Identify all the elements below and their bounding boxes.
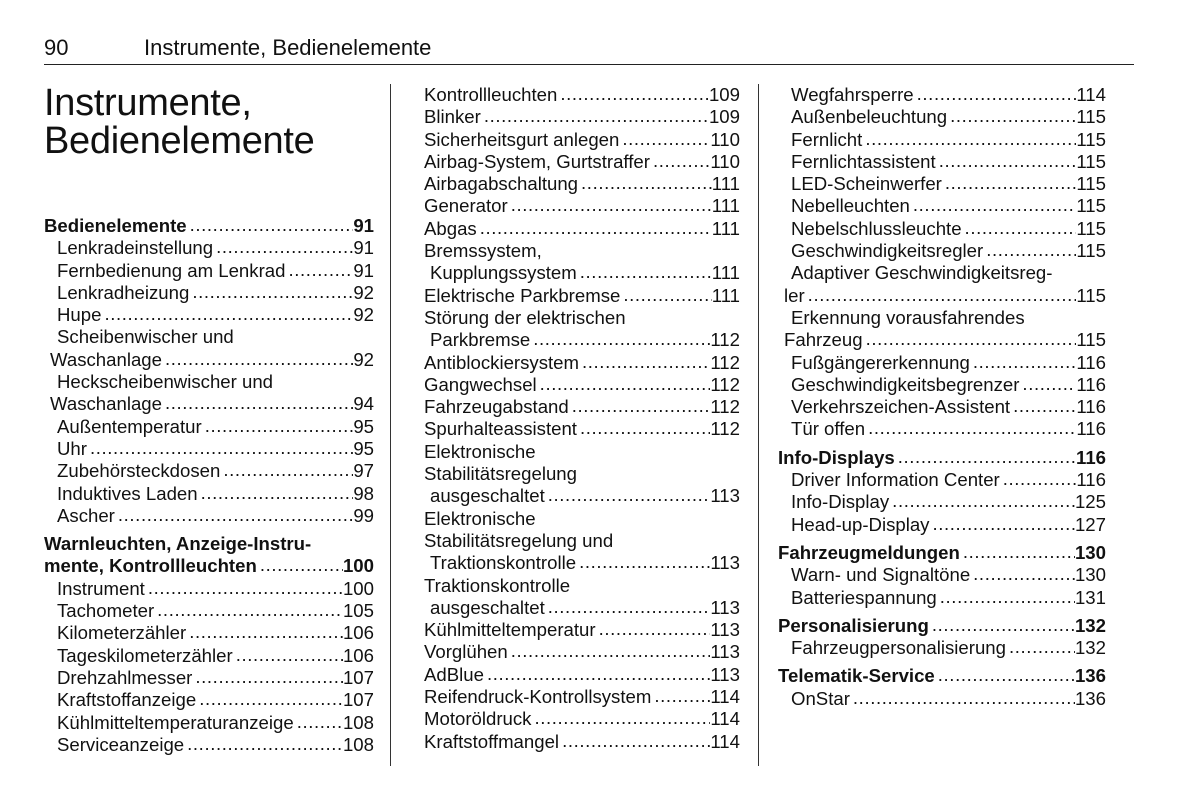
toc-page-number: 136 [1074,687,1106,709]
toc-entry[interactable] [424,664,740,686]
dot-leader [198,482,354,504]
toc-entry[interactable] [778,514,1106,536]
toc-entry-label: Head-up-Display [791,513,930,535]
toc-page-number: 113 [710,619,740,641]
toc-entry[interactable] [778,564,1106,586]
toc-entry-label: Nebelschlussleuchte [791,217,962,239]
toc-section-entry[interactable] [44,555,374,577]
toc-page-number: 91 [353,237,374,259]
toc-entry-label: Fernlicht [791,128,863,150]
toc-entry-label: Elektronische [424,440,536,462]
toc-entry-label: Elektronische [424,507,536,529]
toc-entry[interactable] [44,237,374,259]
toc-entry[interactable] [424,597,740,619]
toc-page-number: 115 [1076,217,1106,239]
toc-entry-label: Kühlmitteltemperatur [424,619,596,641]
toc-entry-label: Traktionskontrolle [424,574,571,596]
toc-section-entry[interactable] [778,665,1106,687]
toc-entry[interactable] [778,173,1106,195]
toc-entry[interactable] [778,469,1106,491]
dot-leader [579,351,710,373]
toc-entry[interactable] [424,173,740,195]
toc-page-number: 92 [353,281,374,303]
toc-entry-label: Zubehörsteckdosen [57,460,221,482]
dot-leader [213,236,353,258]
dot-leader [862,128,1076,150]
dot-leader [294,711,343,733]
toc-page-number: 107 [342,689,374,711]
dot-leader [162,348,353,370]
toc-page-number: 110 [710,128,740,150]
toc-entry-label: Tür offen [791,418,866,440]
dot-leader [530,328,710,350]
dot-leader [577,261,712,283]
toc-entry[interactable] [424,285,740,307]
dot-leader [936,150,1077,172]
toc-page-number: 113 [710,663,740,685]
toc-page-number: 111 [711,284,740,306]
toc-entry[interactable] [44,304,374,326]
toc-entry-label: Tageskilometerzähler [57,644,233,666]
toc-entry-label: Warn- und Signaltöne [791,564,971,586]
toc-page-number: 91 [353,215,374,236]
toc-entry-label: Bremssystem, [424,240,542,262]
toc-column-3 [778,84,1106,710]
toc-page-number: 95 [353,437,374,459]
toc-entry[interactable] [778,218,1106,240]
toc-entry-label: ausgeschaltet [430,596,545,618]
toc-entry[interactable] [44,349,374,371]
toc-page-number: 112 [710,418,740,440]
toc-page-number: 108 [342,733,374,755]
chapter-title [44,84,384,160]
dot-leader [947,105,1076,127]
dot-leader [545,484,711,506]
toc-page-number: 100 [342,577,374,599]
dot-leader [910,194,1076,216]
toc-page-number: 105 [342,600,374,622]
toc-page-number: 115 [1076,284,1106,306]
dot-leader [576,551,710,573]
toc-page-number: 98 [353,482,374,504]
toc-entry-label: Stabilitätsregelung [424,463,577,485]
toc-page-number: 130 [1074,564,1106,586]
toc-entry-label: Generator [424,195,508,217]
toc-entry[interactable] [778,352,1106,374]
toc-entry-label: Bedienelemente [44,215,187,236]
toc-entry[interactable] [44,416,374,438]
toc-page-number: 111 [711,173,740,195]
toc-page-number: 115 [1076,106,1106,128]
toc-page-number: 130 [1074,541,1106,563]
dot-leader [850,687,1075,709]
toc-section-entry[interactable] [778,615,1106,637]
dot-leader [937,586,1075,608]
toc-entry[interactable] [424,396,740,418]
toc-entry-label: Fahrzeugmeldungen [778,541,960,563]
toc-entry-label: Kühlmitteltemperaturanzeige [57,711,294,733]
toc-page-number: 115 [1076,150,1106,172]
dot-leader [929,614,1075,636]
toc-page-number: 127 [1074,513,1106,535]
toc-page-number: 95 [353,415,374,437]
toc-entry[interactable] [778,491,1106,513]
dot-leader [186,621,343,643]
toc-section-entry[interactable] [44,215,374,237]
toc-entry[interactable] [44,260,374,282]
toc-entry-label: Fernbedienung am Lenkrad [57,259,286,281]
toc-entry-label: Driver Information Center [791,469,1000,491]
toc-entry-label: Serviceanzeige [57,733,185,755]
toc-entry[interactable] [44,600,374,622]
dot-leader [619,128,710,150]
toc-page-number: 116 [1076,373,1106,395]
toc-entry[interactable] [424,418,740,440]
toc-entry-label: Geschwindigkeitsregler [791,240,984,262]
toc-entry[interactable] [44,483,374,505]
toc-entry[interactable] [424,552,740,574]
toc-entry-label: Traktionskontrolle [430,552,577,574]
dot-leader [577,417,710,439]
dot-leader [101,303,353,325]
toc-entry[interactable] [44,734,374,756]
toc-entry[interactable] [424,129,740,151]
toc-entry-label: Info-Display [791,491,890,513]
dot-leader [162,392,353,414]
toc-entry-label: Außentemperatur [57,415,202,437]
toc-page-number: 110 [710,150,740,172]
dot-leader [189,281,353,303]
toc-page-number: 132 [1074,614,1106,636]
toc-page-number: 115 [1076,173,1106,195]
toc-entry[interactable] [424,218,740,240]
toc-page-number: 113 [710,552,740,574]
toc-entry-label: Waschanlage [50,348,162,370]
dot-leader [863,328,1077,350]
column-divider [758,84,759,766]
dot-leader [805,284,1077,306]
toc-entry[interactable] [424,485,740,507]
toc-page-number: 99 [353,504,374,526]
toc-entry-label: Airbagabschaltung [424,173,579,195]
toc-entry-label: Blinker [424,106,481,128]
toc-page-number: 106 [342,622,374,644]
toc-entry-label: Störung der elektrischen [424,306,626,328]
toc-page-number: 136 [1074,665,1106,687]
toc-entry-label: Fahrzeugabstand [424,396,569,418]
toc-entry[interactable] [424,374,740,396]
dot-leader [484,663,710,685]
toc-entry-label: ler [784,284,805,306]
dot-leader [650,150,710,172]
toc-page-number: 131 [1074,586,1106,608]
toc-entry[interactable] [44,505,374,527]
dot-leader [1019,373,1076,395]
toc-entry-label: Wegfahrsperre [791,84,914,105]
toc-entry-label: Kupplungssystem [430,262,577,284]
toc-entry-label: Telematik-Service [778,665,935,687]
toc-entry[interactable] [44,393,374,415]
dot-leader [620,284,711,306]
toc-entry-label: LED-Scheinwerfer [791,173,942,195]
toc-entry-label: Stabilitätsregelung und [424,529,614,551]
toc-page-number: 108 [342,711,374,733]
toc-entry[interactable] [424,641,740,663]
toc-page-number: 113 [710,485,740,507]
toc-entry-label: Vorglühen [424,641,508,663]
page-header [44,34,1134,65]
toc-page-number: 109 [708,106,740,128]
dot-leader [184,733,343,755]
toc-entry-label: Erkennung vorausfahrendes [791,306,1025,328]
dot-leader [895,446,1076,468]
toc-entry-label: Induktives Laden [57,482,198,504]
toc-page-number: 112 [710,396,740,418]
toc-page-number: 112 [710,373,740,395]
toc-page-number: 115 [1076,128,1106,150]
toc-entry-label: Reifendruck-Kontrollsystem [424,686,652,708]
dot-leader [187,214,354,236]
dot-leader [983,239,1076,261]
toc-entry[interactable] [424,195,740,217]
toc-page-number: 107 [342,666,374,688]
toc-entry[interactable] [424,262,740,284]
toc-entry[interactable] [424,106,740,128]
dot-leader [960,541,1075,563]
dot-leader [233,644,343,666]
toc-entry-label: Kilometerzähler [57,622,187,644]
toc-entry[interactable] [778,195,1106,217]
toc-entry-label: Geschwindigkeitsbegrenzer [791,373,1020,395]
toc-entry-label: Ascher [57,504,115,526]
toc-entry-label: Lenkradheizung [57,281,190,303]
page-number: 90 [44,35,69,60]
toc-page-number: 114 [1076,84,1106,105]
toc-entry-label: ausgeschaltet [430,485,545,507]
toc-entry[interactable] [778,374,1106,396]
dot-leader [935,664,1075,686]
toc-entry-label: Sicherheitsgurt anlegen [424,128,620,150]
toc-entry[interactable] [44,622,374,644]
toc-entry-label: Tachometer [57,600,155,622]
toc-entry-label: OnStar [791,687,850,709]
toc-entry-label: Waschanlage [50,393,162,415]
dot-leader [559,730,710,752]
dot-leader [87,437,353,459]
dot-leader [508,640,711,662]
toc-entry[interactable] [44,667,374,689]
toc-entry[interactable] [778,240,1106,262]
toc-entry[interactable] [778,637,1106,659]
dot-leader [537,373,711,395]
toc-entry-label: Antiblockiersystem [424,351,579,373]
toc-entry-label: Elektrische Parkbremse [424,284,621,306]
toc-entry-label: Scheibenwischer und [57,326,234,348]
running-title: Instrumente, Bedienelemente [144,35,432,60]
dot-leader [196,688,343,710]
toc-page-number: 111 [711,262,740,284]
toc-column-1 [44,215,374,756]
toc-entry[interactable] [778,418,1106,440]
toc-entry-label: Hupe [57,304,102,326]
toc-page-number: 114 [710,730,740,752]
toc-page-number: 115 [1076,240,1106,262]
toc-entry[interactable] [424,731,740,753]
dot-leader [569,395,711,417]
column-divider [390,84,391,766]
dot-leader [508,194,712,216]
toc-entry-label: Kraftstoffmangel [424,730,560,752]
toc-entry-label: Lenkradeinstellung [57,237,214,259]
toc-entry[interactable] [44,689,374,711]
dot-leader [531,707,710,729]
toc-entry-label: Drehzahlmesser [57,666,193,688]
dot-leader [145,577,343,599]
dot-leader [202,415,354,437]
toc-entry-label: Fernlichtassistent [791,150,936,172]
toc-entry-label: Kontrollleuchten [424,84,558,105]
toc-entry-label: Abgas [424,217,477,239]
toc-entry[interactable] [778,329,1106,351]
toc-entry-label: Fußgängererkennung [791,351,970,373]
toc-entry-label: Spurhalteassistent [424,418,577,440]
toc-page-number: 115 [1076,329,1106,351]
toc-entry-label: Motoröldruck [424,708,532,730]
toc-entry[interactable] [778,688,1106,710]
toc-entry[interactable] [778,84,1106,106]
toc-page-number: 111 [711,195,740,217]
dot-leader [477,217,712,239]
toc-page-number: 112 [710,329,740,351]
toc-entry[interactable] [424,619,740,641]
toc-entry-label: Personalisierung [778,614,929,636]
toc-page-number: 114 [710,708,740,730]
toc-entry-label: Airbag-System, Gurtstraffer [424,150,650,172]
toc-column-2 [424,84,740,753]
toc-entry[interactable] [778,106,1106,128]
toc-page-number: 116 [1076,418,1106,440]
toc-page-number: 113 [710,641,740,663]
dot-leader [557,83,709,105]
toc-page-number: 91 [353,259,374,281]
toc-page-number: 116 [1076,446,1106,468]
dot-leader [1006,636,1075,658]
dot-leader [970,563,1075,585]
dot-leader [481,105,709,127]
toc-entry[interactable] [424,686,740,708]
toc-page-number: 97 [353,460,374,482]
toc-entry[interactable] [778,129,1106,151]
toc-entry-label: mente, Kontrollleuchten [44,555,257,577]
dot-leader [257,554,343,576]
toc-entry[interactable] [44,578,374,600]
toc-page-number: 109 [708,84,740,105]
dot-leader [889,490,1075,512]
toc-entry[interactable] [424,329,740,351]
toc-entry[interactable] [44,712,374,734]
dot-leader [942,172,1076,194]
dot-leader [545,596,711,618]
toc-entry[interactable] [44,460,374,482]
toc-section-entry[interactable] [778,542,1106,564]
dot-leader [578,172,712,194]
toc-entry-label: Adaptiver Geschwindigkeitsreg- [791,262,1053,284]
dot-leader [192,666,343,688]
toc-entry[interactable] [44,282,374,304]
toc-page-number: 116 [1076,469,1106,491]
toc-page-number: 100 [342,555,374,577]
toc-entry-label: Uhr [57,437,87,459]
toc-entry-label: Nebelleuchten [791,195,910,217]
chapter-title-line: Bedienelemente [44,120,315,162]
toc-entry-label: Heckscheibenwischer und [57,371,274,393]
toc-entry-label: Gangwechsel [424,373,537,395]
toc-entry[interactable] [778,151,1106,173]
toc-page-number: 94 [353,393,374,415]
toc-page-number: 113 [710,596,740,618]
toc-entry-label: Kraftstoffanzeige [57,689,197,711]
toc-entry-label: Fahrzeugpersonalisierung [791,637,1006,659]
toc-page-number: 112 [710,351,740,373]
toc-page-number: 106 [342,644,374,666]
dot-leader [962,217,1077,239]
toc-entry-label: Außenbeleuchtung [791,106,948,128]
toc-entry[interactable] [424,151,740,173]
toc-entry[interactable] [778,285,1106,307]
toc-entry-label: Fahrzeug [784,329,863,351]
toc-page-number: 111 [711,217,740,239]
toc-entry-label: Batteriespannung [791,586,937,608]
dot-leader [115,504,353,526]
toc-entry-label: AdBlue [424,663,484,685]
toc-page-number: 115 [1076,195,1106,217]
toc-page-number: 116 [1076,396,1106,418]
toc-page-number: 125 [1074,491,1106,513]
toc-page-number: 114 [710,686,740,708]
toc-entry[interactable] [44,645,374,667]
dot-leader [220,459,353,481]
dot-leader [914,83,1077,105]
toc-entry-label: Instrument [57,577,145,599]
dot-leader [970,351,1077,373]
toc-entry[interactable] [424,84,740,106]
toc-entry[interactable] [424,708,740,730]
dot-leader [1010,395,1076,417]
toc-page-number: 132 [1074,637,1106,659]
dot-leader [596,618,711,640]
toc-entry[interactable] [424,352,740,374]
toc-entry-label: Parkbremse [430,329,531,351]
dot-leader [651,685,710,707]
chapter-title-line: Instrumente, [44,82,252,124]
toc-entry-label: Warnleuchten, Anzeige-Instru- [44,533,312,555]
toc-page-number: 116 [1076,351,1106,373]
dot-leader [285,259,353,281]
toc-entry[interactable] [778,396,1106,418]
toc-entry-label: Verkehrszeichen-Assistent [791,396,1011,418]
toc-entry[interactable] [778,587,1106,609]
toc-entry-label: Info-Displays [778,446,895,468]
dot-leader [865,417,1076,439]
toc-section-entry[interactable] [778,447,1106,469]
dot-leader [1000,468,1077,490]
dot-leader [154,599,343,621]
toc-entry[interactable] [44,438,374,460]
toc-page-number: 92 [353,304,374,326]
dot-leader [929,513,1074,535]
toc-page-number: 92 [353,348,374,370]
